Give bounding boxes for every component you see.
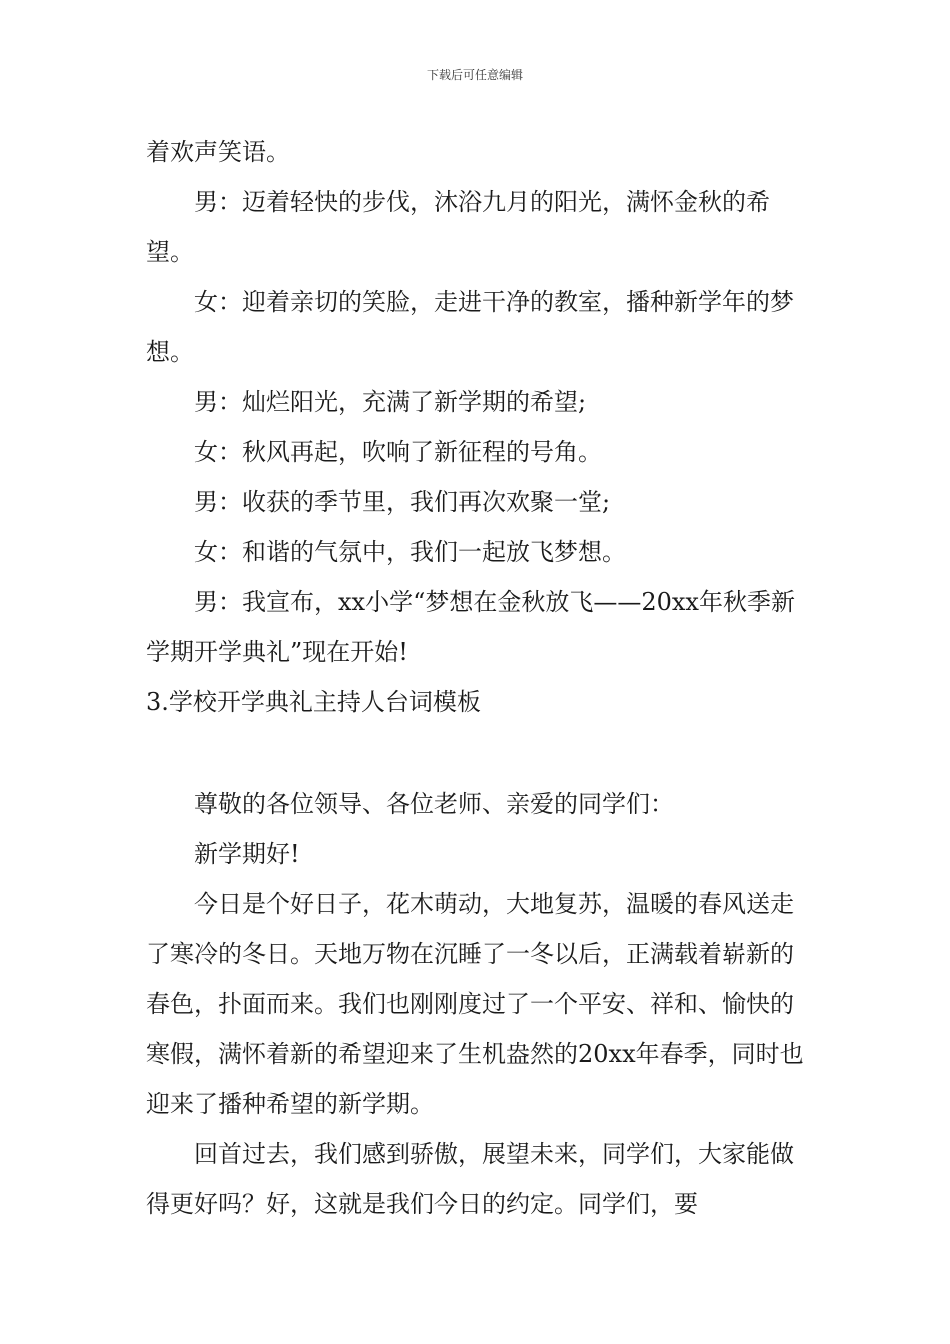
paragraph: 女：迎着亲切的笑脸，走进干净的教室，播种新学年的梦想。 (146, 288, 794, 366)
paragraph: 男：收获的季节里，我们再次欢聚一堂; (194, 488, 611, 516)
blank-line (146, 727, 808, 779)
paragraph: 女：秋风再起，吹响了新征程的号角。 (194, 438, 602, 466)
paragraph: 男：迈着轻快的步伐，沐浴九月的阳光，满怀金秋的希望。 (146, 188, 770, 266)
paragraph: 着欢声笑语。 (146, 138, 290, 166)
paragraph: 男：灿烂阳光，充满了新学期的希望; (194, 388, 587, 416)
document-body (146, 127, 808, 1229)
page-header: 下载后可任意编辑 (426, 68, 523, 82)
paragraph: 回首过去，我们感到骄傲，展望未来，同学们，大家能做得更好吗？好，这就是我们今日的约定。同学们，要 (146, 1140, 794, 1218)
paragraph: 今日是个好日子，花木萌动，大地复苏，温暖的春风送走了寒冷的冬日。天地万物在沉睡了一冬以后，正满载着崭新的春色，扑面而来。我们也刚刚度过了一个平安、祥和、愉快的寒假，满怀着新的希望迎来了生机盎然的20xx年春季，同时也迎来了播种希望的新学期。 (146, 890, 804, 1118)
paragraph: 男：我宣布，xx小学“梦想在金秋放飞——20xx年秋季新学期开学典礼”现在开始! (146, 588, 795, 666)
salutation: 尊敬的各位领导、各位老师、亲爱的同学们： (194, 790, 674, 818)
paragraph: 女：和谐的气氛中，我们一起放飞梦想。 (194, 538, 626, 566)
greeting: 新学期好! (194, 840, 300, 868)
section-heading: 3.学校开学典礼主持人台词模板 (146, 688, 481, 716)
